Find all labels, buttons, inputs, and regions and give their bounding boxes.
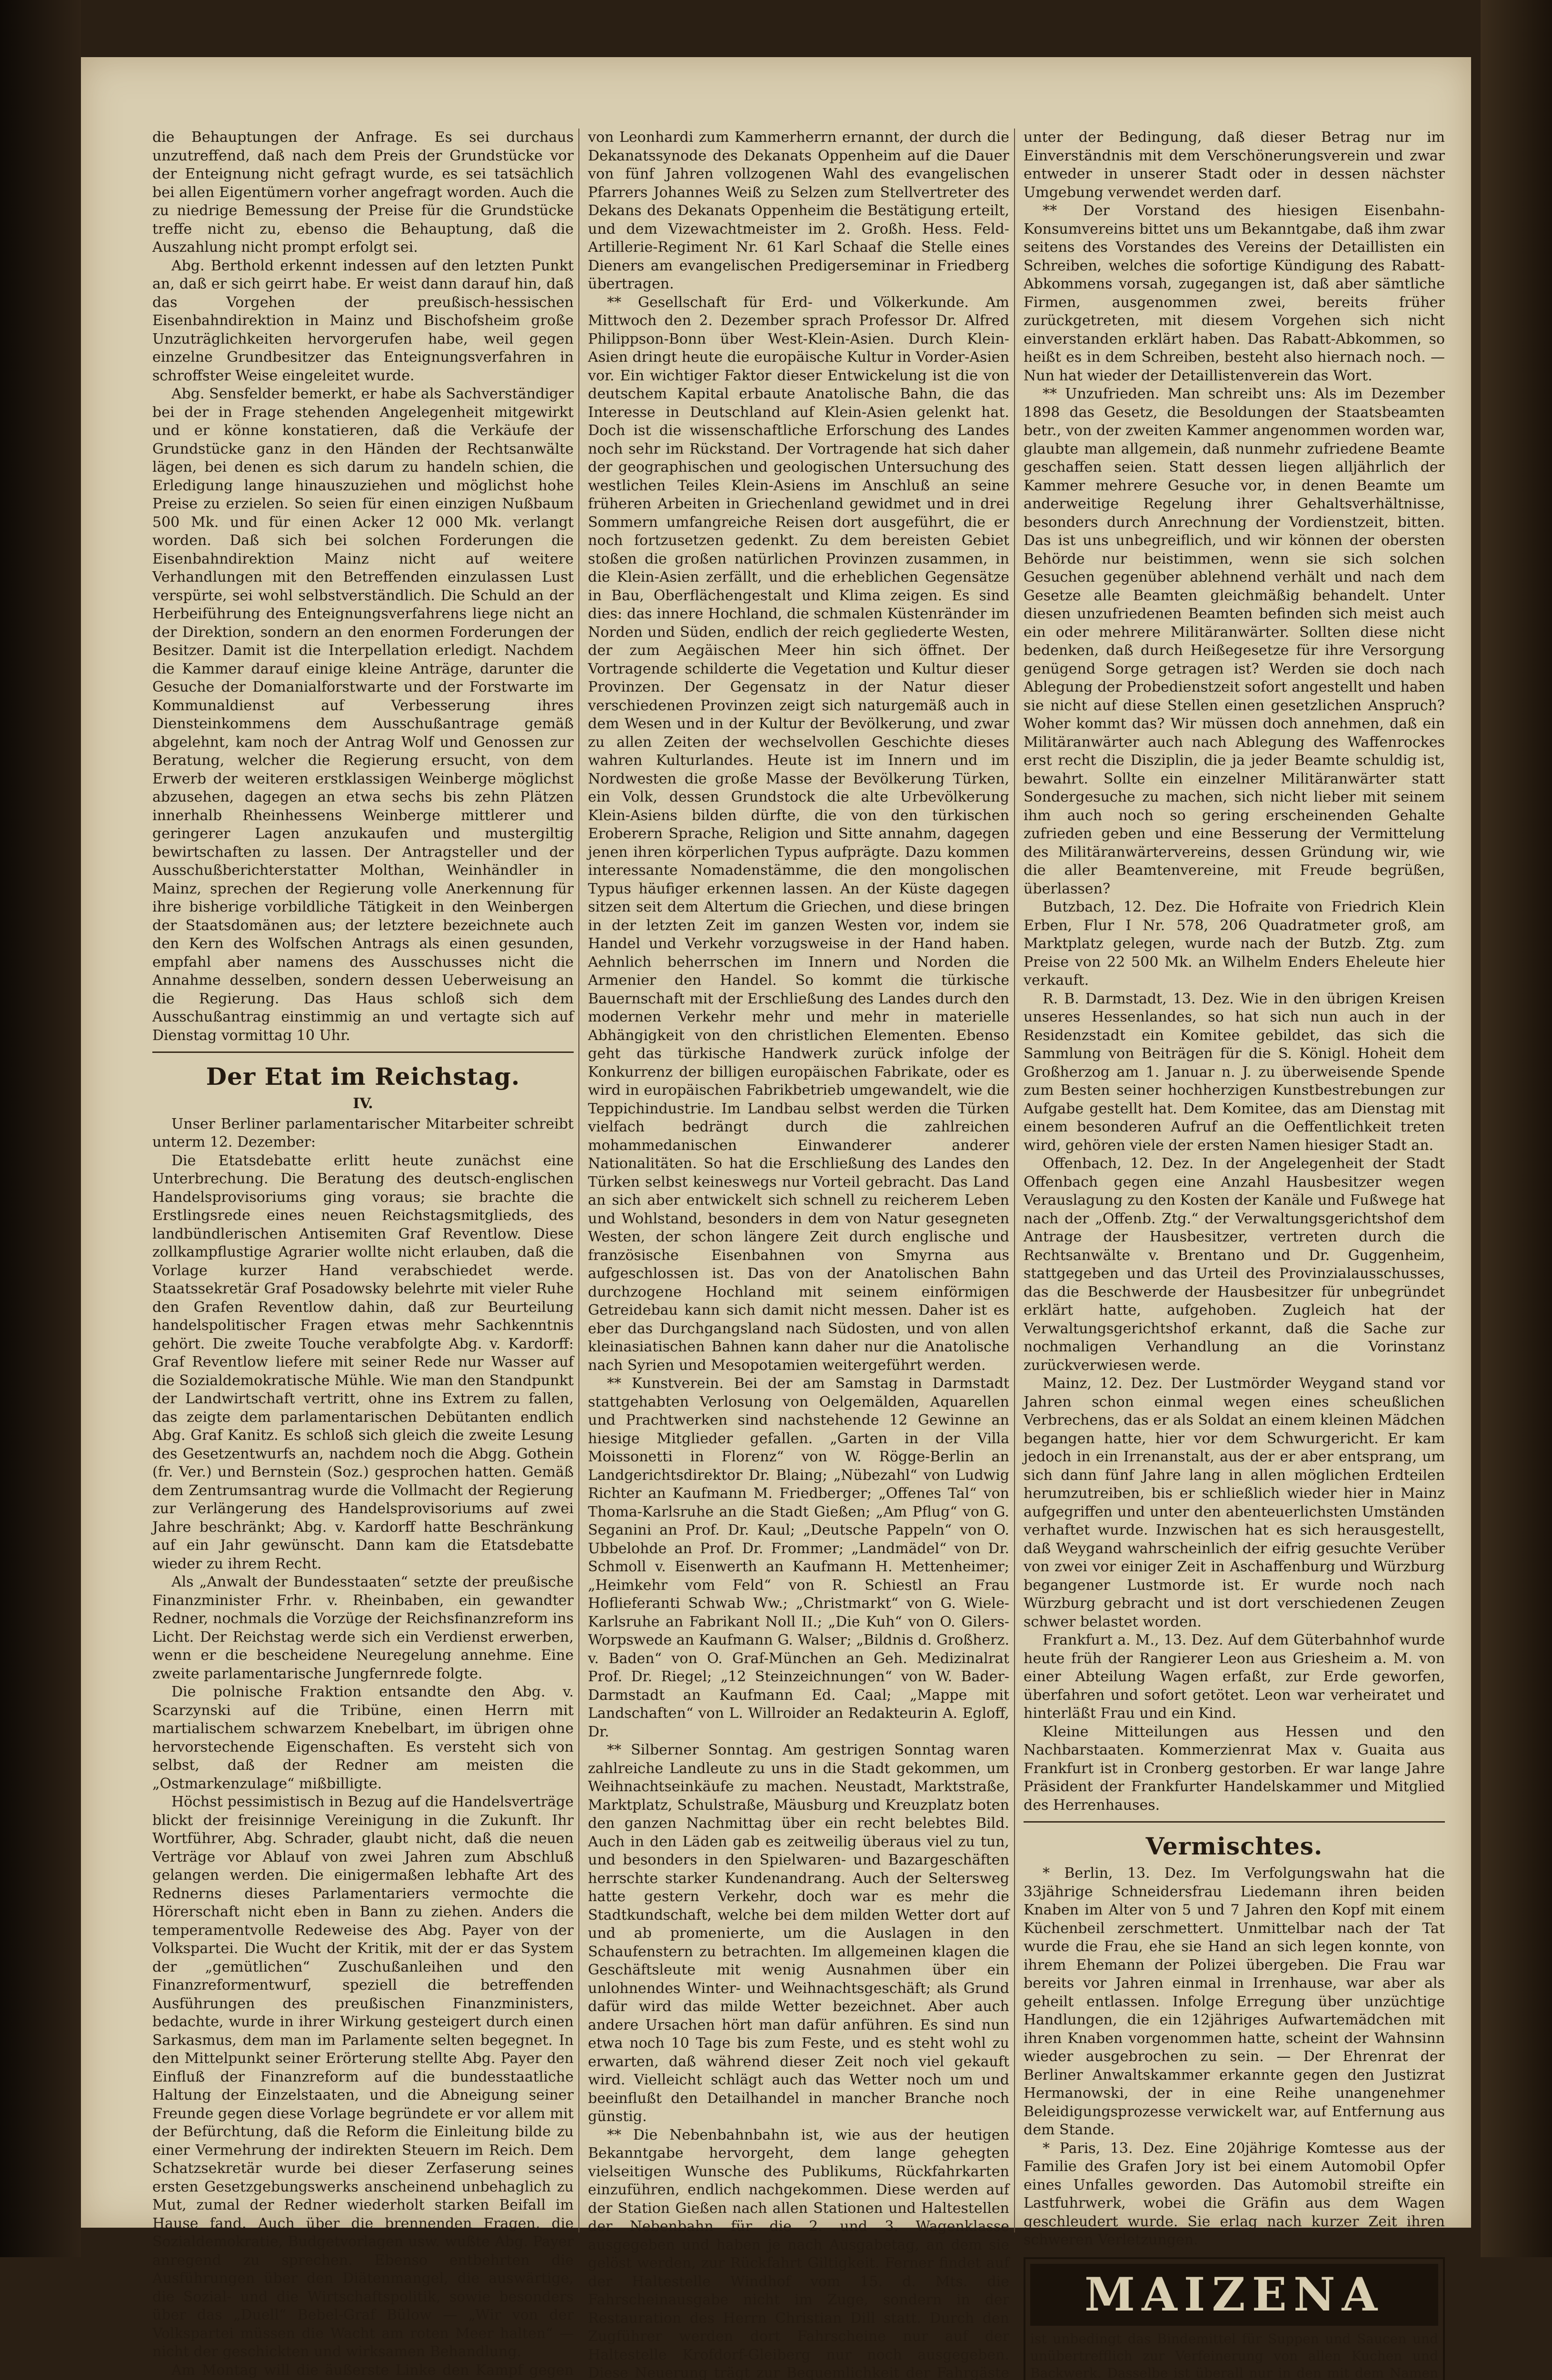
paragraph: * Berlin, 13. Dez. Im Verfolgungswahn hat die 33jährige Schneidersfrau Liedemann ihren beiden Knaben im Alter von 5 und 7 Jahren den Kopf mit einem Küchenbeil zerschmettert. Unmittelbar nach der Tat wurde die Frau, ehe sie Hand an sich legen konnte, von ihrem Ehemann der Polizei übergeben. Die Frau war bereits vor Jahren einmal in Irrenhause, war aber als geheilt entlassen. Infolge Erregung über unzüchtige Handlungen, die ein 12jähriges Aufwartemädchen mit ihren Knaben vorgenommen hatte, scheint der Wahnsinn wieder ausgebrochen zu sein. — Der Ehrenrat der Berliner Anwaltskammer erkannte gegen den Justizrat Hermanowski, der in eine Reihe unangenehmer Beleidigungsprozesse verwickelt war, auf Entfernung aus dem Stande. <box>1024 1864 1445 2140</box>
paragraph: Mainz, 12. Dez. Der Lustmörder Weygand stand vor Jahren schon einmal wegen eines scheußlichen Verbrechens, das er als Soldat an einem kleinen Mädchen begangen hatte, hier vor dem Schwurgericht. Er kam jedoch in ein Irrenanstalt, aus der er aber entsprang, um sich dann fünf Jahre lang in allen möglichen Erdteilen herumzutreiben, bis er schließlich wieder hier in Mainz aufgegriffen und unter den abenteuerlichsten Umständen verhaftet wurde. Inzwischen hat es sich herausgestellt, daß Weygand wahrscheinlich der eifrig gesuchte Verüber von zwei vor einiger Zeit in Aschaffenburg und Würzburg begangener Lustmorde ist. Er wurde noch nach Würzburg gebracht und ist dort verschiedenen Zeugen schwer belastet worden. <box>1024 1375 1445 1631</box>
section-heading: Der Etat im Reichstag. <box>152 1061 574 1092</box>
column-1 <box>152 129 574 2380</box>
section-rule <box>1024 1821 1445 1823</box>
paragraph: Abg. Sensfelder bemerkt, er habe als Sachverständiger bei der in Frage stehenden Angelegenheit mitgewirkt und er könne konstatieren, daß die Verkäufe der Grundstücke ganz in den Händen der Rechtsanwälte lägen, bei denen es sich darum zu handeln schien, die Erledigung lange hinauszuziehen und möglichst hohe Preise zu erzielen. So seien für einen einzigen Nußbaum 500 Mk. und für einen Acker 12 000 Mk. verlangt worden. Daß sich bei solchen Forderungen die Eisenbahndirektion Mainz nicht auf weitere Verhandlungen mit den Betreffenden einzulassen Lust verspürte, sei wohl selbstverständlich. Die Schuld an der Herbeiführung des Enteignungsverfahrens liege nicht an der Direktion, sondern an den enormen Forderungen der Besitzer. Damit ist die Interpellation erledigt. Nachdem die Kammer darauf einige kleine Anträge, darunter die Gesuche der Domanialforstwarte und der Forstwarte im Kommunaldienst auf Verbesserung ihres Diensteinkommens dem Ausschußantrage gemäß abgelehnt, kam noch der Antrag Wolf und Genossen zur Beratung, welcher die Regierung ersucht, von dem Erwerb der weiteren erstklassigen Weinberge möglichst abzusehen, dagegen an etwa sechs bis zehn Plätzen innerhalb Rheinhessens Weinberge mittlerer und geringerer Lagen anzukaufen und mustergiltig bewirtschaften zu lassen. Der Antragsteller und der Ausschußberichterstatter Molthan, Weinhändler in Mainz, sprechen der Regierung volle Anerkennung für ihre bisherige vorbildliche Tätigkeit in den Weinbergen der Staatsdomänen aus; der letztere bezeichnete auch den Kern des Wolfschen Antrags als einen gesunden, empfahl aber namens des Ausschusses nicht die Annahme desselben, sondern dessen Ueberweisung an die Regierung. Das Haus schloß sich dem Ausschußantrag einstimmig an und vertagte sich auf Dienstag vormittag 10 Uhr. <box>152 385 574 1045</box>
section-rule <box>152 1051 574 1053</box>
paragraph: Kleine Mitteilungen aus Hessen und den Nachbarstaaten. Kommerzienrat Max v. Guaita aus Frankfurt ist in Cronberg gestorben. Er war lange Jahre Präsident der Frankfurter Handelskammer und Mitglied des Herrenhauses. <box>1024 1723 1445 1815</box>
paragraph: R. B. Darmstadt, 13. Dez. Wie in den übrigen Kreisen unseres Hessenlandes, so hat sich nun auch in der Residenzstadt ein Komitee gebildet, das sich die Sammlung von Beiträgen für die S. Königl. Hoheit dem Großherzog am 1. Januar n. J. zu überweisende Spende zum Besten seiner hochherzigen Kunstbestrebungen zur Aufgabe gestellt hat. Dem Komitee, das am Dienstag mit einem besonderen Aufruf an die Oeffentlichkeit treten wird, gehören viele der ersten Namen hiesiger Stadt an. <box>1024 990 1445 1155</box>
paragraph: ** Gesellschaft für Erd- und Völkerkunde. Am Mittwoch den 2. Dezember sprach Professor Dr. Alfred Philippson-Bonn über West-Klein-Asien. Durch Klein-Asien dringt heute die europäische Kultur in Vorder-Asien vor. Ein wichtiger Faktor dieser Entwickelung ist die von deutschem Kapital erbaute Anatolische Bahn, die das Interesse in Deutschland auf Klein-Asien gelenkt hat. Doch ist die wissenschaftliche Erforschung des Landes noch sehr im Rückstand. Der Vortragende hat sich daher der geographischen und geologischen Untersuchung des westlichen Teiles Klein-Asiens im Anschluß an seine früheren Arbeiten in Griechenland gewidmet und in drei Sommern umfangreiche Reisen dort ausgeführt, die er noch fortzusetzen gedenkt. Zu dem bereisten Gebiet stoßen die großen natürlichen Provinzen zusammen, in die Klein-Asien zerfällt, und die erheblichen Gegensätze in Bau, Oberflächengestalt und Klima zeigen. Es sind dies: das innere Hochland, die schmalen Küstenränder im Norden und Süden, endlich der reich gegliederte Westen, der zum Aegäischen Meer hin sich öffnet. Der Vortragende schilderte die Vegetation und Kultur dieser Provinzen. Der Gegensatz in der Natur dieser verschiedenen Provinzen zeigt sich naturgemäß auch in dem Wesen und in der Kultur der Bevölkerung, und zwar zu allen Zeiten der wechselvollen Geschichte dieses wahren Kulturlandes. Heute ist im Innern und im Nordwesten die große Masse der Bevölkerung Türken, ein Volk, dessen Grundstock die alte Urbevölkerung Klein-Asiens bilden dürfte, die von den türkischen Eroberern Sprache, Religion und Sitte annahm, dagegen jenen ihren körperlichen Typus aufprägte. Dazu kommen interessante Nomadenstämme, die den mongolischen Typus häufiger erkennen lassen. An der Küste dagegen sitzen seit dem Altertum die Griechen, und diese bringen in der letzten Zeit im ganzen Westen vor, indem sie Handel und Verkehr vorzugsweise in der Hand haben. Aehnlich beherrschen im Innern und Norden die Armenier den Handel. So kommt die türkische Bauernschaft mit der Erschließung des Landes durch den modernen Verkehr mehr und mehr in materielle Abhängigkeit von den christlichen Elementen. Ebenso geht das türkische Handwerk zurück infolge der Konkurrenz der billigen europäischen Fabrikate, oder es wird in europäischen Fabrikbetrieb umgewandelt, wie die Teppichindustrie. Im Landbau selbst werden die Türken vielfach bedrängt durch die zahlreichen mohammedanischen Einwanderer anderer Nationalitäten. So hat die Erschließung des Landes den Türken selbst keineswegs nur Vorteil gebracht. Das Land an sich aber entwickelt sich schnell zu reicherem Leben und Wohlstand, besonders in dem von Natur gesegneten Westen, der schon längere Zeit durch englische und französische Eisenbahnen von Smyrna aus aufgeschlossen ist. Das von der Anatolischen Bahn durchzogene Hochland mit seinem einförmigen Getreidebau kann sich damit nicht messen. Daher ist es eber das Durchgangsland nach Südosten, und von allen kleinasiatischen Bahnen kann daher nur die Anatolische nach Syrien und Mesopotamien weitergeführt werden. <box>588 294 1009 1375</box>
newspaper-page <box>81 57 1471 2228</box>
paragraph: Offenbach, 12. Dez. In der Angelegenheit der Stadt Offenbach gegen eine Anzahl Hausbesitzer wegen Verauslagung zu den Kosten der Kanäle und Fußwege hat nach der „Offenb. Ztg.“ der Verwaltungsgerichtshof dem Antrage der Hausbesitzer, vertreten durch die Rechtsanwälte v. Brentano und Dr. Guggenheim, stattgegeben und das Urteil des Provinzialausschusses, das die Beschwerde der Hausbesitzer für unbegründet erklärt hatte, aufgehoben. Zugleich hat der Verwaltungsgerichtshof erkannt, daß die Sache zur nochmaligen Verhandlung an die Vorinstanz zurückverwiesen werde. <box>1024 1155 1445 1375</box>
paragraph: ** Der Vorstand des hiesigen Eisenbahn-Konsumvereins bittet uns um Bekanntgabe, daß ihm zwar seitens des Vorstandes des Vereins der Detaillisten ein Schreiben, welches die sofortige Kündigung des Rabatt-Abkommens vorsah, zugegangen ist, daß aber sämtliche Firmen, ausgenommen zwei, bereits früher zurückgetreten, mit diesem Vorgehen sich nicht einverstanden erklärt haben. Das Rabatt-Abkommen, so heißt es in dem Schreiben, besteht also hiernach noch. — Nun hat wieder der Detaillistenverein das Wort. <box>1024 202 1445 385</box>
section-subheading: IV. <box>152 1095 574 1113</box>
paragraph: Frankfurt a. M., 13. Dez. Auf dem Güterbahnhof wurde heute früh der Rangierer Leon aus Griesheim a. M. von einer Abteilung Wagen erfaßt, zur Erde geworfen, überfahren und sofort getötet. Leon war verheiratet und hinterläßt Frau und ein Kind. <box>1024 1631 1445 1723</box>
paragraph: Butzbach, 12. Dez. Die Hofraite von Friedrich Klein Erben, Flur I Nr. 578, 206 Quadratmeter groß, am Marktplatz gelegen, wurde nach der Butzb. Ztg. zum Preise von 22 500 Mk. an Wilhelm Enders Eheleute hier verkauft. <box>1024 898 1445 990</box>
paragraph: ** Unzufrieden. Man schreibt uns: Als im Dezember 1898 das Gesetz, die Besoldungen der Staatsbeamten betr., von der zweiten Kammer angenommen worden war, glaubte man allgemein, daß nunmehr zufriedene Beamte geschaffen seien. Statt dessen liegen alljährlich der Kammer mehrere Gesuche vor, in denen Beamte um anderweitige Regelung ihrer Gehaltsverhältnisse, besonders durch Anrechnung der Vordienstzeit, bitten. Das ist uns unbegreiflich, und wir können der obersten Behörde nur beistimmen, wenn sie sich solchen Gesuchen gegenüber ablehnend verhält und nach dem Gesetze alle Beamten gleichmäßig behandelt. Unter diesen unzufriedenen Beamten befinden sich meist auch ein oder mehrere Militäranwärter. Sollten diese nicht bedenken, daß durch Heißegesetze für ihre Versorgung genügend Sorge getragen ist? Werden sie doch nach Ablegung der Probedienstzeit sofort angestellt und haben sie nicht auf diese Stellen einen gesetzlichen Anspruch? Woher kommt das? Wir müssen doch annehmen, daß ein Militäranwärter auch nach Ablegung des Waffenrockes erst recht die Disziplin, die ja jeder Beamte schuldig ist, bewahrt. Sollte ein einzelner Militäranwärter statt Sondergesuche zu machen, sich nicht lieber mit seinem ihm auch noch so gering erscheinenden Gehalte zufrieden geben und eine Besserung der Vermittelung des Militäranwärtervereins, dessen Gründung wir, wie die aller Beamtenvereine, mit Freude begrüßen, überlassen? <box>1024 385 1445 898</box>
column-3 <box>1024 129 1445 2380</box>
paragraph: Unser Berliner parlamentarischer Mitarbeiter schreibt unterm 12. Dezember: <box>152 1115 574 1152</box>
paragraph: ** Kunstverein. Bei der am Samstag in Darmstadt stattgehabten Verlosung von Oelgemälden, Aquarellen und Prachtwerken sind nachstehende 12 Gewinne an hiesige Mitglieder gefallen. „Garten in der Villa Moissonetti in Florenz“ von W. Rögge-Berlin an Landgerichtsdirektor Dr. Blaing; „Nübezahl“ von Ludwig Richter an Kaufmann M. Friedberger; „Offenes Tal“ von Thoma-Karlsruhe an die Stadt Gießen; „Am Pflug“ von G. Seganini an Prof. Dr. Kaul; „Deutsche Pappeln“ von O. Ubbelohde an Prof. Dr. Frommer; „Landmädel“ von Dr. Schmoll v. Eisenwerth an Kaufmann H. Mettenheimer; „Heimkehr vom Feld“ von R. Schiestl an Frau Hoflieferanti Schwab Ww.; „Christmarkt“ von G. Wiele-Karlsruhe an Fabrikant Noll II.; „Die Kuh“ von O. Gilers-Worpswede an Kaufmann G. Walser; „Bildnis d. Großherz. v. Baden“ von O. Graf-München an Geh. Medizinalrat Prof. Dr. Riegel; „12 Steinzeichnungen“ von W. Bader-Darmstadt an Kaufmann Ed. Caal; „Mappe mit Landschaften“ von L. Willroider an Redakteurin A. Egloff, Dr. <box>588 1375 1009 1741</box>
paragraph: Die polnische Fraktion entsandte den Abg. v. Scarzynski auf die Tribüne, einen Herrn mit martialischem schwarzem Knebelbart, im übrigen ohne hervorstechende Eigenschaften. Es versteht sich von selbst, daß der Redner am meisten die „Ostmarkenzulage“ mißbilligte. <box>152 1683 574 1793</box>
paragraph: ** Silberner Sonntag. Am gestrigen Sonntag waren zahlreiche Landleute zu uns in die Stadt gekommen, um Weihnachtseinkäufe zu machen. Neustadt, Marktstraße, Marktplatz, Schulstraße, Mäusburg und Kreuzplatz boten den ganzen Nachmittag über ein recht belebtes Bild. Auch in den Läden gab es zeitweilig überaus viel zu tun, und besonders in den Spielwaren- und Bazargeschäften herrschte starker Kundenandrang. Auch der Seltersweg hatte gestern Verkehr, doch war es mehr die Stadtkundschaft, welche bei dem milden Wetter dort auf und ab promenierte, um die Auslagen in den Schaufenstern zu betrachten. Im allgemeinen klagen die Geschäftsleute mit wenig Ausnahmen über ein unlohnendes Winter- und Weihnachtsgeschäft; als Grund dafür wird das milde Wetter bezeichnet. Aber auch andere Ursachen hört man dafür anführen. Es sind nun etwa noch 10 Tage bis zum Feste, und es steht wohl zu erwarten, daß während dieser Zeit noch viel gekauft wird. Vielleicht schlägt auch das Wetter noch um und beeinflußt den Detailhandel in mancher Branche noch günstig. <box>588 1741 1009 2126</box>
paragraph: von Leonhardi zum Kammerherrn ernannt, der durch die Dekanatssynode des Dekanats Oppenheim auf die Dauer von fünf Jahren vollzogenen Wahl des evangelischen Pfarrers Johannes Weiß zu Selzen zum Stellvertreter des Dekans des Dekanats Oppenheim die Bestätigung erteilt, und dem Vizewachtmeister im 2. Großh. Hess. Feld-Artillerie-Regiment Nr. 61 Karl Schaaf die Stelle eines Dieners am evangelischen Predigerseminar in Friedberg übertragen. <box>588 129 1009 294</box>
ad-title: MAIZENA <box>1030 2264 1438 2326</box>
paragraph: Die Etatsdebatte erlitt heute zunächst eine Unterbrechung. Die Beratung des deutsch-englischen Handelsprovisoriums ging voraus; sie brachte die Erstlingsrede eines neuen Reichstagsmitglieds, des landbündlerischen Antisemiten Graf Reventlow. Diese zollkampflustige Agrarier wollte nicht erlauben, daß die Vorlage kurzer Hand verabschiedet werde. Staatssekretär Graf Posadowsky belehrte mit vieler Ruhe den Grafen Reventlow dahin, daß zur Beurteilung handelspolitischer Fragen etwas mehr Sachkenntnis gehört. Die zweite Touche verabfolgte Abg. v. Kardorff: Graf Reventlow liefere mit seiner Rede nur Wasser auf die Sozialdemokratische Mühle. Wie man den Standpunkt der Landwirtschaft vertritt, ohne ins Extrem zu fallen, das zeigte dem parlamentarischen Debütanten endlich Abg. Graf Kanitz. Es schloß sich gleich die zweite Lesung des Gesetzentwurfs an, nachdem noch die Abgg. Gothein (fr. Ver.) und Bernstein (Soz.) gesprochen hatten. Gemäß dem Zentrumsantrag wurde die Vollmacht der Regierung zur Verlängerung des Handelsprovisoriums auf zwei Jahre beschränkt; Abg. v. Kardorff hatte Beschränkung auf ein Jahr gewünscht. Dann kam die Etatsdebatte wieder zu ihrem Recht. <box>152 1152 574 1574</box>
paragraph: * Paris, 13. Dez. Eine 20jährige Komtesse aus der Familie des Grafen Jory ist bei einem Automobil Opfer eines Unfalles geworden. Das Automobil streifte ein Lastfuhrwerk, wobei die Gräfin aus dem Wagen geschleudert wurde. Sie erlag nach kurzer Zeit ihren schweren Verletzungen. <box>1024 2140 1445 2250</box>
paragraph: unter der Bedingung, daß dieser Betrag nur im Einverständnis mit dem Verschönerungsverein und zwar entweder in unserer Stadt oder in dessen nächster Umgebung verwendet werden darf. <box>1024 129 1445 202</box>
paragraph: die Behauptungen der Anfrage. Es sei durchaus unzutreffend, daß nach dem Preis der Grundstücke vor der Enteignung nicht gefragt wurde, es sei tatsächlich bei allen Eigentümern vorher angefragt worden. Auch die zu niedrige Bemessung der Preise für die Grundstücke treffe nicht zu, ebenso die Behauptung, daß die Auszahlung nicht prompt erfolgt sei. <box>152 129 574 257</box>
section-heading: Vermischtes. <box>1024 1831 1445 1862</box>
ad-text: ist unbedingt das Bindemittel für Suppen und Saucen und unübertrefflich zur Verfeinerung von allen Kuchen und Backwerk. Dasselbe ist überall nur in den mit dem Namen <box>1030 2330 1438 2380</box>
scan-left-edge <box>0 0 81 2257</box>
paragraph: ** Die Nebenbahnbahn ist, wie aus der heutigen Bekanntgabe hervorgeht, dem lange gehegten vielseitigen Wunsche des Publikums, Rückfahrkarten einzuführen, endlich nachgekommen. Diese werden auf der Station Gießen nach allen Stationen und Haltestellen der Nebenbahn für die 2. und 3. Wagenklasse ausgegeben und haben je nach Ausgabetag, an dem sie gelöst werden, zur Rückfahrt Giltigkeit. Ferner findet auf der Haltestelle Windhof vom 15. d. Mts. die Fahrscheinausgabe nicht im Zuge, sondern in der Restauration des Herrn Christian Dill statt. Durch den Zugführer werden dort Fahrscheine nur auf der Haltestelle Krofdorf-Gleiberg nur noch ausgegeben. Diese Neuerung trägt zur Bequemlichkeit der Fahrgäste <box>588 2126 1009 2380</box>
paragraph: Am Montag will die äußerste Linke den Kampf gegen <box>152 2361 574 2380</box>
paragraph: Als „Anwalt der Bundesstaaten“ setzte der preußische Finanzminister Frhr. v. Rheinbaben, ein gewandter Redner, nochmals die Vorzüge der Reichsfinanzreform ins Licht. Der Reichstag werde sich ein Verdienst erwerben, wenn er die bescheidene Neuregelung annehme. Eine zweite parlamentarische Jungfernrede folgte. <box>152 1573 574 1683</box>
maizena-advertisement <box>1024 2257 1445 2380</box>
column-divider <box>1014 129 1015 2232</box>
scan-binding <box>1481 0 1552 2257</box>
column-2 <box>588 129 1009 2380</box>
column-divider <box>578 129 579 2232</box>
paragraph: Höchst pessimistisch in Bezug auf die Handelsverträge blickt der freisinnige Vereinigung in die Zukunft. Ihr Wortführer, Abg. Schrader, glaubt nicht, daß die neuen Verträge vor Ablauf von zwei Jahren zum Abschluß gelangen werden. Die einigermaßen lebhafte Art des Rednerns dieses Parlamentariers vermochte die Hörerschaft nicht eben in Bann zu ziehen. Anders die temperamentvolle Redeweise des Abg. Payer von der Volkspartei. Die Wucht der Kritik, mit der er das System der „gemütlichen“ Zuschußanleihen und den Finanzreformentwurf, speziell die betreffenden Ausführungen des preußischen Finanzministers, bedachte, wurde in ihrer Wirkung gesteigert durch einen Sarkasmus, dem man im Parlamente selten begegnet. In den Mittelpunkt seiner Erörterung stellte Abg. Payer den Einfluß der Finanzreform auf die bundesstaatliche Haltung der Einzelstaaten, und die Abneigung seiner Freunde gegen diese Vorlage begründete er vor allem mit der Befürchtung, daß die Reform die Einleitung bilde zu einer Vermehrung der indirekten Steuern im Reich. Dem Schatzsekretär wurde bei dieser Zerfaserung seines ersten Gesetzgebungswerks anscheinend unbehaglich zu Mut, zumal der Redner wiederholt starken Beifall im Hause fand. Auch über die brennenden Fragen, die Sozialdemokratie, Budgetvorlagen usw. wußte Abg. Payer anregend zu sprechen. Ebenso entbehrten die Ausführungen über den Diätenmangel, die auswärtige, die Sozial- und die Wirtschaftspolitik, sowie besonders über das „Duell“ Bebel-Graf Bülow — „Wir von der Volkspartei müssen die Wacht am roten Meer halten“ — nicht der geschickten und wirksamen Behandlung. <box>152 1793 574 2361</box>
paragraph: Abg. Berthold erkennt indessen auf den letzten Punkt an, daß er sich geirrt habe. Er weist dann darauf hin, daß das Vorgehen der preußisch-hessischen Eisenbahndirektion in Mainz und Bischofsheim große Unzuträglichkeiten hervorgerufen habe, weil gegen einzelne Grundbesitzer das Enteignungsverfahren in schroffster Weise eingeleitet wurde. <box>152 257 574 386</box>
